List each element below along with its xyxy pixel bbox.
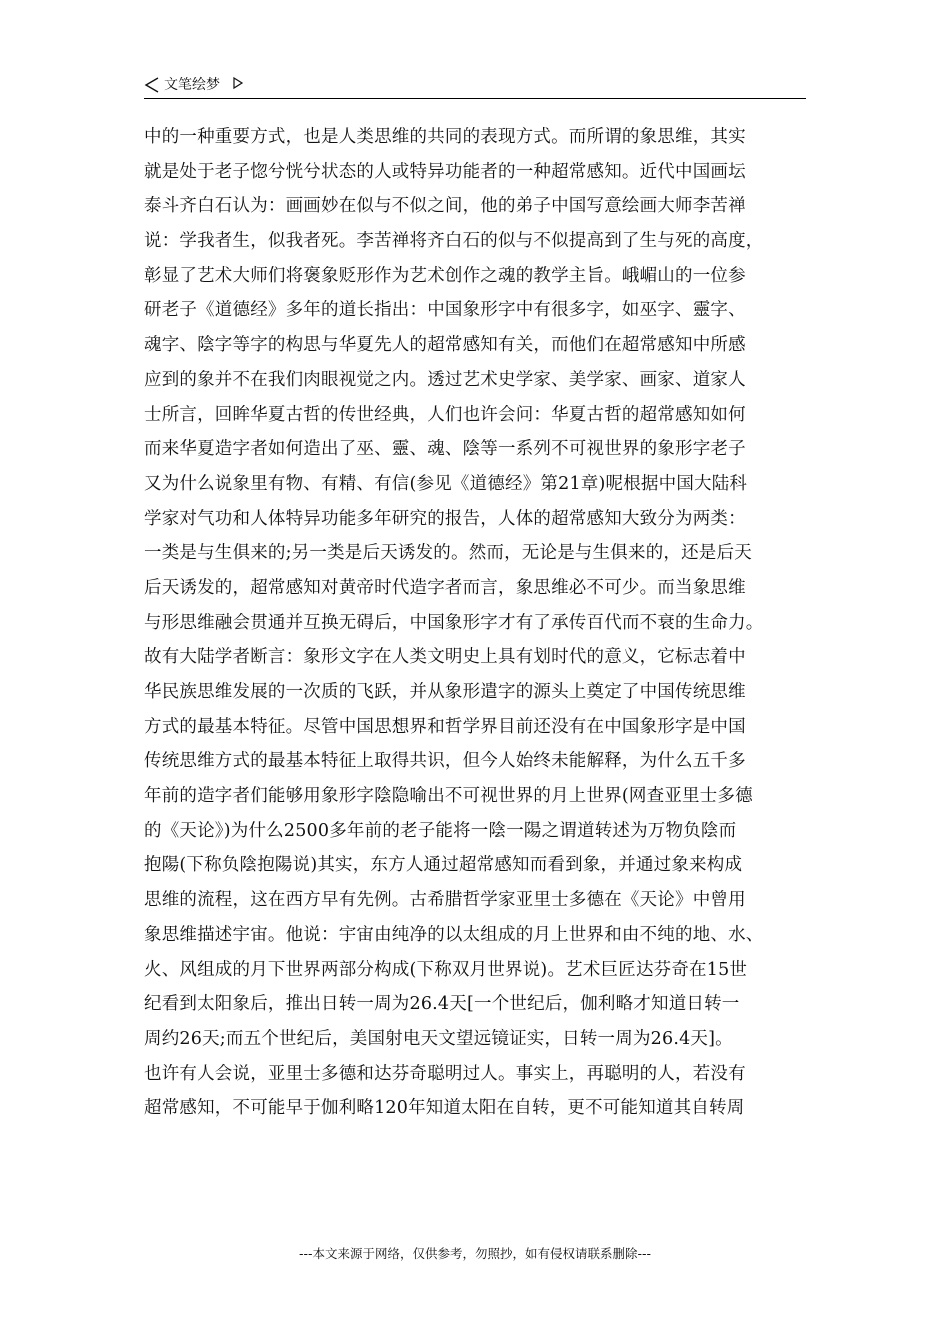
body-text-line: 象思维描述宇宙。他说：宇宙由纯净的以太组成的月上世界和由不纯的地、水、 [144, 924, 764, 945]
body-text-line: 思维的流程，这在西方早有先例。古希腊哲学家亚里士多德在《天论》中曾用 [144, 890, 746, 911]
body-text-line: 纪看到太阳象后，推出日转一周为26.4天[一个世纪后，伽利略才知道日转一 [144, 994, 740, 1015]
body-text-line: 周约26天;而五个世纪后，美国射电天文望远镜证实，日转一周为26.4天]。 [144, 1028, 733, 1049]
body-text-line: 火、风组成的月下世界两部分构成(下称双月世界说)。艺术巨匠达芬奇在15世 [144, 959, 748, 980]
body-text-line: 应到的象并不在我们肉眼视觉之内。透过艺术史学家、美学家、画家、道家人 [144, 369, 746, 390]
body-text-line: 故有大陆学者断言：象形文字在人类文明史上具有划时代的意义，它标志着中 [144, 647, 746, 668]
body-text-line: 彰显了艺术大师们将褒象贬形作为艺术创作之魂的教学主旨。峨嵋山的一位参 [144, 265, 746, 286]
right-triangle-icon [232, 76, 244, 90]
body-text-line: 又为什么说象里有物、有精、有信(参见《道德经》第21章)呢根据中国大陆科 [144, 473, 748, 494]
body-text-line: 泰斗齐白石认为：画画妙在似与不似之间，他的弟子中国写意绘画大师李苦禅 [144, 196, 746, 217]
body-text-line: 方式的最基本特征。尽管中国思想界和哲学界目前还没有在中国象形字是中国 [144, 716, 746, 737]
footer-notice: ---本文来源于网络，仅供参考，勿照抄，如有侵权请联系删除--- [298, 1246, 652, 1261]
body-text-line: 一类是与生俱来的;另一类是后天诱发的。然而，无论是与生俱来的，还是后天 [144, 543, 752, 564]
body-text-line: 学家对气功和人体特异功能多年研究的报告，人体的超常感知大致分为两类： [144, 508, 746, 529]
body-text-line: 华民族思维发展的一次质的飞跃，并从象形遣字的源头上奠定了中国传统思维 [144, 682, 746, 702]
header-brand: 文笔绘梦 [164, 77, 220, 93]
body-text-line: 中的一种重要方式，也是人类思维的共同的表现方式。而所谓的象思维，其实 [144, 127, 746, 147]
body-text-line: 后天诱发的，超常感知对黄帝时代造字者而言，象思维必不可少。而当象思维 [144, 577, 746, 598]
body-text-line: 也许有人会说，亚里士多德和达芬奇聪明过人。事实上，再聪明的人，若没有 [144, 1063, 746, 1084]
body-text-line: 魂字、陰字等字的构思与华夏先人的超常感知有关，而他们在超常感知中所感 [144, 335, 746, 356]
page-header [144, 74, 806, 99]
body-text-line: 研老子《道德经》多年的道长指出：中国象形字中有很多字，如巫字、靈字、 [144, 300, 746, 321]
left-triangle-icon [144, 76, 160, 94]
body-text-line: 传统思维方式的最基本特征上取得共识，但今人始终未能解释，为什么五千多 [144, 751, 746, 772]
body-text-line: 的《天论》)为什么2500多年前的老子能将一陰一陽之谓道转述为万物负陰而 [144, 820, 737, 841]
body-text-line: 而来华夏造字者如何造出了巫、靈、魂、陰等一系列不可视世界的象形字老子 [144, 439, 746, 460]
body-text-line: 超常感知，不可能早于伽利略120年知道太阳在自转，更不可能知道其自转周 [144, 1098, 745, 1119]
document-body [144, 120, 809, 1126]
body-text-line: 抱陽(下称负陰抱陽说)其实，东方人通过超常感知而看到象，并通过象来构成 [144, 855, 743, 876]
body-text-line: 说：学我者生，似我者死。李苦禅将齐白石的似与不似提高到了生与死的高度， [144, 231, 764, 252]
body-text-line: 与形思维融会贯通并互换无碍后，中国象形字才有了承传百代而不衰的生命力。 [144, 612, 764, 633]
body-text-line: 就是处于老子惚兮恍兮状态的人或特异功能者的一种超常感知。近代中国画坛 [144, 161, 746, 182]
body-text-line: 士所言，回眸华夏古哲的传世经典，人们也许会问：华夏古哲的超常感知如何 [144, 404, 746, 425]
body-text-line: 年前的造字者们能够用象形字陰隐喻出不可视世界的月上世界(网查亚里士多德 [144, 786, 753, 807]
